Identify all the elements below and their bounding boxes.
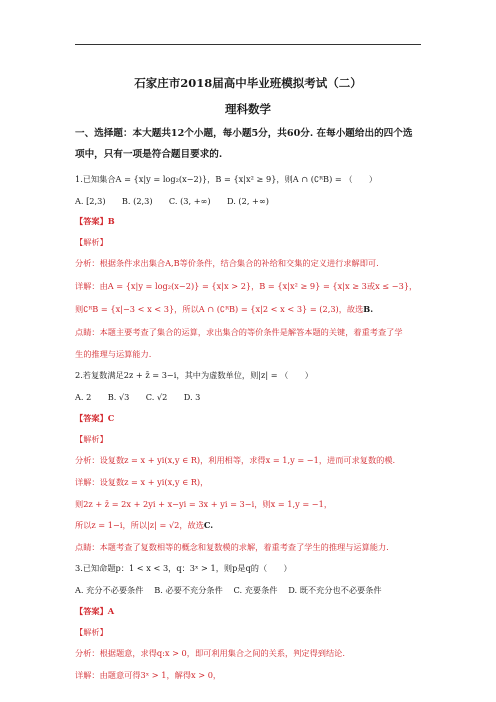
- q2-choice: C.: [203, 520, 214, 530]
- header-rule: [75, 44, 421, 45]
- q1-detail-2: [75, 304, 373, 315]
- q1-stem: 1.已知集合A = {x|y = log₂(x−2)}，B = {x|x² ≥ 9}，则A ∩ (∁ᴿB) = （ ）: [75, 174, 378, 184]
- q2-analysis: 分析：设复数z = x + yi(x,y ∈ R)，利用相等，求得x = 1,y = −1，进而可求复数的模.: [75, 455, 396, 465]
- q2-comment: 点睛：本题考查了复数相等的概念和复数模的求解，着重考查了学生的推理与运算能力.: [75, 542, 389, 552]
- q1-comment-1: 点睛：本题主要考查了集合的运算，求出集合的等价条件是解答本题的关键，着重考查了学: [75, 327, 403, 337]
- q3-analysis: 分析：根据题意，求得q:x > 0，即可利用集合之间的关系，判定得到结论.: [75, 648, 345, 658]
- page-title: 石家庄市2018届高中毕业班模拟考试（二）: [134, 76, 362, 90]
- section-heading-line2: 项中，只有一项是符合题目要求的.: [75, 149, 223, 160]
- q3-answer: 【答案】A: [75, 606, 115, 616]
- page-subtitle: 理科数学: [225, 102, 271, 116]
- q2-analysis-tag: 【解析】: [75, 434, 108, 444]
- q1-comment-2: 生的推理与运算能力.: [75, 349, 152, 359]
- q1-analysis-tag: 【解析】: [75, 237, 108, 247]
- q1-detail-2-text: 则∁ᴿB = {x|−3 < x < 3}，所以A ∩ (∁ᴿB) = {x|2 < x < 3} = (2,3)，故选: [75, 304, 364, 314]
- q1-analysis: 分析：根据条件求出集合A,B等价条件，结合集合的补给和交集的定义进行求解即可.: [75, 258, 379, 268]
- section-heading-line1: 一、选择题：本大题共12个小题，每小题5分，共60分. 在每小题给出的四个选: [75, 128, 413, 139]
- q2-detail-2: 则2z + z̄ = 2x + 2yi + x−yi = 3x + yi = 3−i，则x = 1,y = −1，: [75, 499, 333, 509]
- q2-detail-1: 详解：设复数z = x + yi(x,y ∈ R)，: [75, 477, 209, 487]
- q1-choice: B.: [363, 304, 374, 314]
- q1-answer: 【答案】B: [75, 216, 115, 226]
- q1-detail-1: 详解：由A = {x|y = log₂(x−2)} = {x|x > 2}，B = {x|x² ≥ 9} = {x|x ≥ 3或x ≤ −3}，: [75, 281, 418, 291]
- q3-options: A. 充分不必要条件 B. 必要不充分条件 C. 充要条件 D. 既不充分也不必要条件: [75, 585, 382, 595]
- q2-options: A. 2 B. √3 C. √2 D. 3: [75, 392, 201, 402]
- q2-detail-3: [75, 520, 213, 531]
- q2-answer: 【答案】C: [75, 413, 115, 423]
- q2-detail-3-text: 所以z = 1−i，所以|z| = √2，故选: [75, 520, 204, 530]
- q3-detail-1: 详解：由题意可得3ˣ > 1，解得x > 0，: [75, 670, 222, 680]
- q3-analysis-tag: 【解析】: [75, 627, 108, 637]
- q2-stem: 2.若复数满足2z + z̄ = 3−i，其中为虚数单位，则|z| = （ ）: [75, 370, 313, 380]
- q3-stem: 3.已知命题p：1 < x < 3，q：3ˣ > 1，则p是q的（ ）: [75, 563, 292, 573]
- q1-options: A. [2,3) B. (2,3) C. (3, +∞) D. (2, +∞): [75, 196, 269, 206]
